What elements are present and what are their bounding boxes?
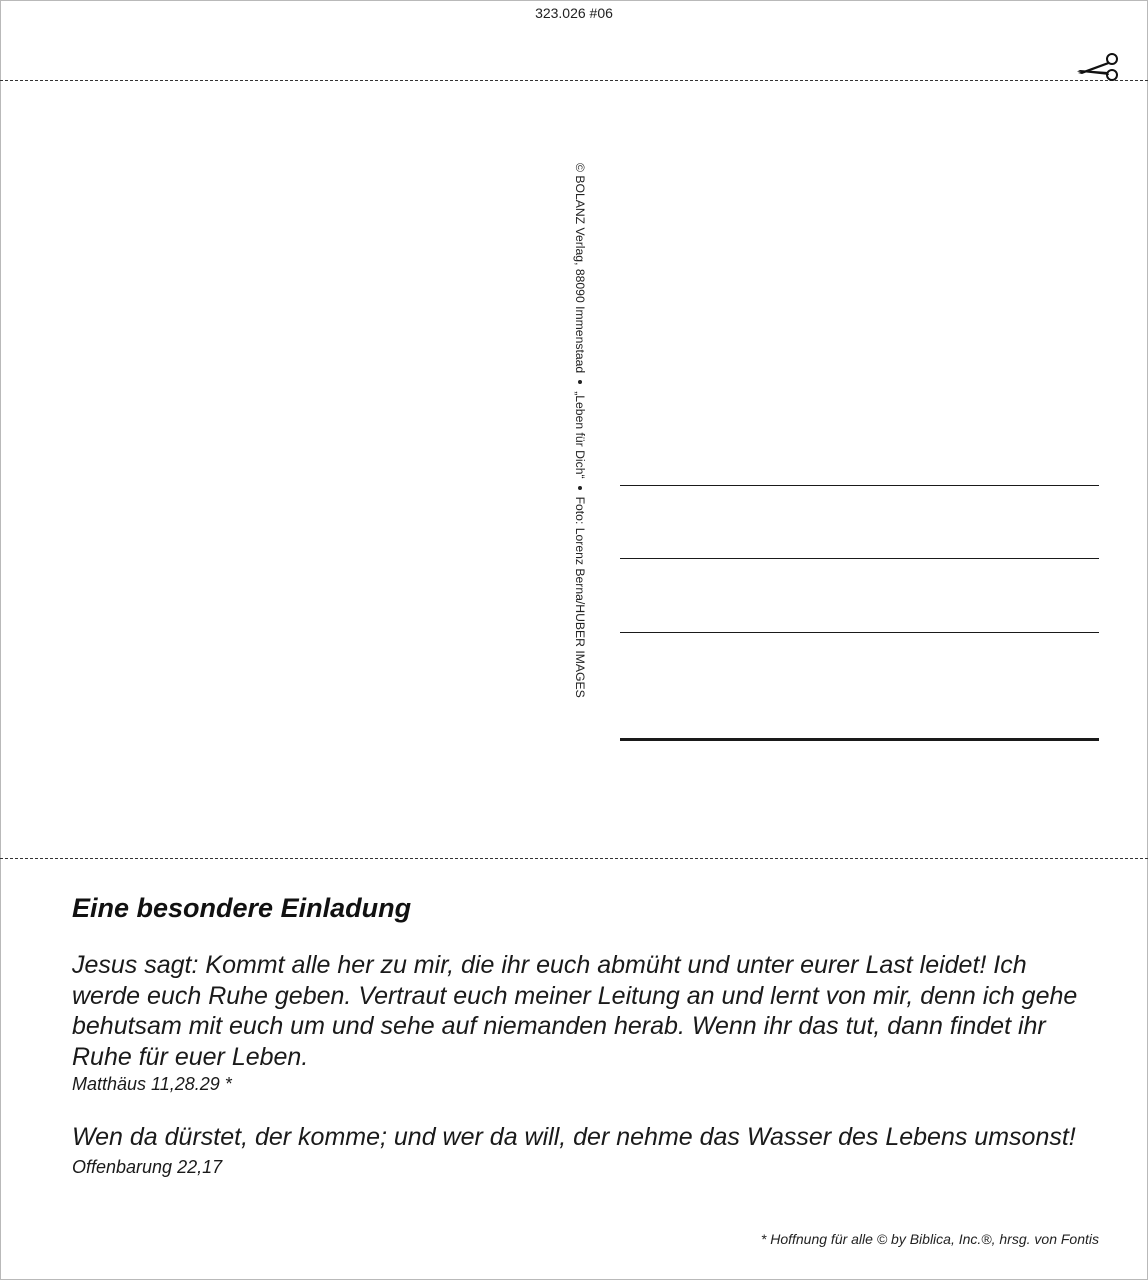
article-code: 323.026 #06 bbox=[535, 5, 613, 21]
bible-verse-revelation: Wen da dürstet, der komme; und wer da will, der nehme das Wasser des Lebens umsonst! bbox=[72, 1123, 1076, 1151]
credit-series: „Leben für Dich“ bbox=[573, 391, 587, 479]
address-line-4 bbox=[620, 738, 1099, 741]
address-line-3 bbox=[620, 632, 1099, 633]
scissors-icon bbox=[1074, 52, 1120, 82]
verse-reference-revelation: Offenbarung 22,17 bbox=[72, 1157, 223, 1177]
credit-photo: Foto: Lorenz Berna/HUBER IMAGES bbox=[573, 496, 587, 698]
card-title: Eine besondere Einladung bbox=[72, 893, 412, 923]
address-line-2 bbox=[620, 558, 1099, 559]
credit-publisher: © BOLANZ Verlag, 88090 Immenstaad bbox=[573, 163, 587, 374]
address-line-1 bbox=[620, 485, 1099, 486]
top-cut-line bbox=[0, 80, 1148, 81]
bullet-separator bbox=[578, 380, 582, 384]
verse-reference-matthew: Matthäus 11,28.29 * bbox=[72, 1074, 232, 1094]
copyright-credit bbox=[570, 163, 590, 738]
bottom-cut-line bbox=[0, 858, 1148, 859]
bible-verse-matthew: Jesus sagt: Kommt alle her zu mir, die ihr euch abmüht und unter eurer Last leidet! Ich werde euch Ruhe geben. Vertraut euch meiner Leitung an und lernt von mir, denn ich gehe behutsam mit euch um und sehe auf niemanden herab. Wenn ihr das tut, dann findet ihr Ruhe für euer Leben. bbox=[72, 951, 1078, 1071]
translation-footnote: * Hoffnung für alle © by Biblica, Inc.®, hrsg. von Fontis bbox=[760, 1231, 1099, 1247]
bullet-separator bbox=[578, 486, 582, 490]
